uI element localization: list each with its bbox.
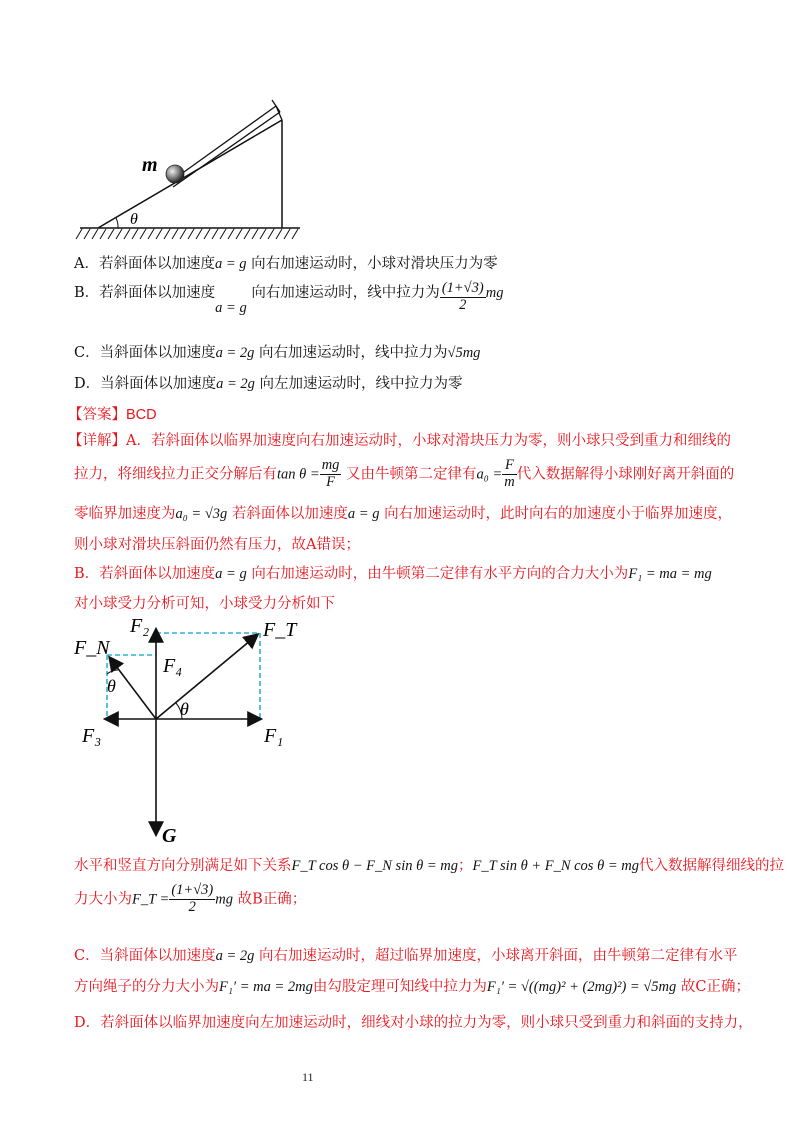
option-a: A．若斜面体以加速度a = g 向右加速运动时，小球对滑块压力为零 [74, 256, 498, 272]
detail-c-line1: C．当斜面体以加速度a = 2g 向右加速运动时，超过临界加速度，小球离开斜面，由牛顿第二定律有水平 [74, 948, 738, 964]
detail-b-line2: 对小球受力分析可知，小球受力分析如下 [74, 596, 335, 612]
label-f3: F₃ [82, 725, 102, 747]
detail-b-line3: 水平和竖直方向分别满足如下关系F_T cos θ − F_N sin θ = mg；F_T sin θ + F_N cos θ = mg代入数据解得细线的拉 [74, 858, 784, 874]
incline-figure [70, 90, 320, 245]
label-theta-left: θ [107, 676, 116, 696]
angle-label: θ [130, 211, 138, 228]
option-b: B．若斜面体以加速度a = g 向右加速运动时，线中拉力为 $\frac{(1+√3)}{2}$ mg [74, 280, 504, 317]
answer-line: 【答案】BCD [68, 407, 157, 423]
option-d: D．当斜面体以加速度a = 2g 向左加速运动时，线中拉力为零 [74, 376, 463, 392]
label-f4: F₄ [163, 655, 183, 677]
page-number: 11 [302, 1070, 314, 1084]
detail-a-line4: 则小球对滑块压斜面仍然有压力，故A错误； [74, 537, 360, 553]
option-b-fraction: $\frac{(1+√3)}{2}$ [441, 280, 484, 313]
detail-a-line3: 零临界加速度为a₀ = √3g 若斜面体以加速度a = g 向右加速运动时，此时向右的加速度小于临界加速度， [74, 506, 733, 522]
detail-a-line2: 拉力，将细线拉力正交分解后有tan θ = $\frac{mg}{F}$ 又由牛顿第二定律有a₀ = $\frac{F}{m}$ 代入数据解得小球刚好离开斜面的 [74, 457, 735, 490]
detail-c-line2: 方向绳子的分力大小为F₁′ = ma = 2mg由勾股定理可知线中拉力为F₁′ = √((mg)² + (2mg)²) = √5mg 故C正确； [74, 979, 750, 995]
detail-a-line1: 【详解】A．若斜面体以临界加速度向右加速运动时，小球对滑块压力为零，则小球只受到重力和细线的 [68, 433, 731, 449]
label-ft: F_T [263, 619, 297, 641]
detail-d-line1: D．若斜面体以临界加速度向左加速运动时，细线对小球的拉力为零，则小球只受到重力和斜面的支持力， [74, 1015, 753, 1031]
mass-label: m [142, 154, 158, 176]
detail-b-line4: 力大小为F_T = $\frac{(1+√3)}{2}$ mg 故B正确； [74, 882, 307, 915]
label-theta-right: θ [180, 699, 189, 719]
ball [166, 165, 184, 183]
label-f1: F₁ [264, 725, 284, 747]
force-diagram [70, 612, 330, 848]
option-c: C．当斜面体以加速度a = 2g 向右加速运动时，线中拉力为√5mg [74, 345, 481, 361]
detail-b-line1: B．若斜面体以加速度a = g 向右加速运动时，由牛顿第二定律有水平方向的合力大小为F₁ = ma = mg [74, 566, 712, 582]
label-f2: F₂ [130, 615, 150, 637]
label-fn: F_N [74, 637, 110, 659]
label-g: G [162, 825, 177, 847]
